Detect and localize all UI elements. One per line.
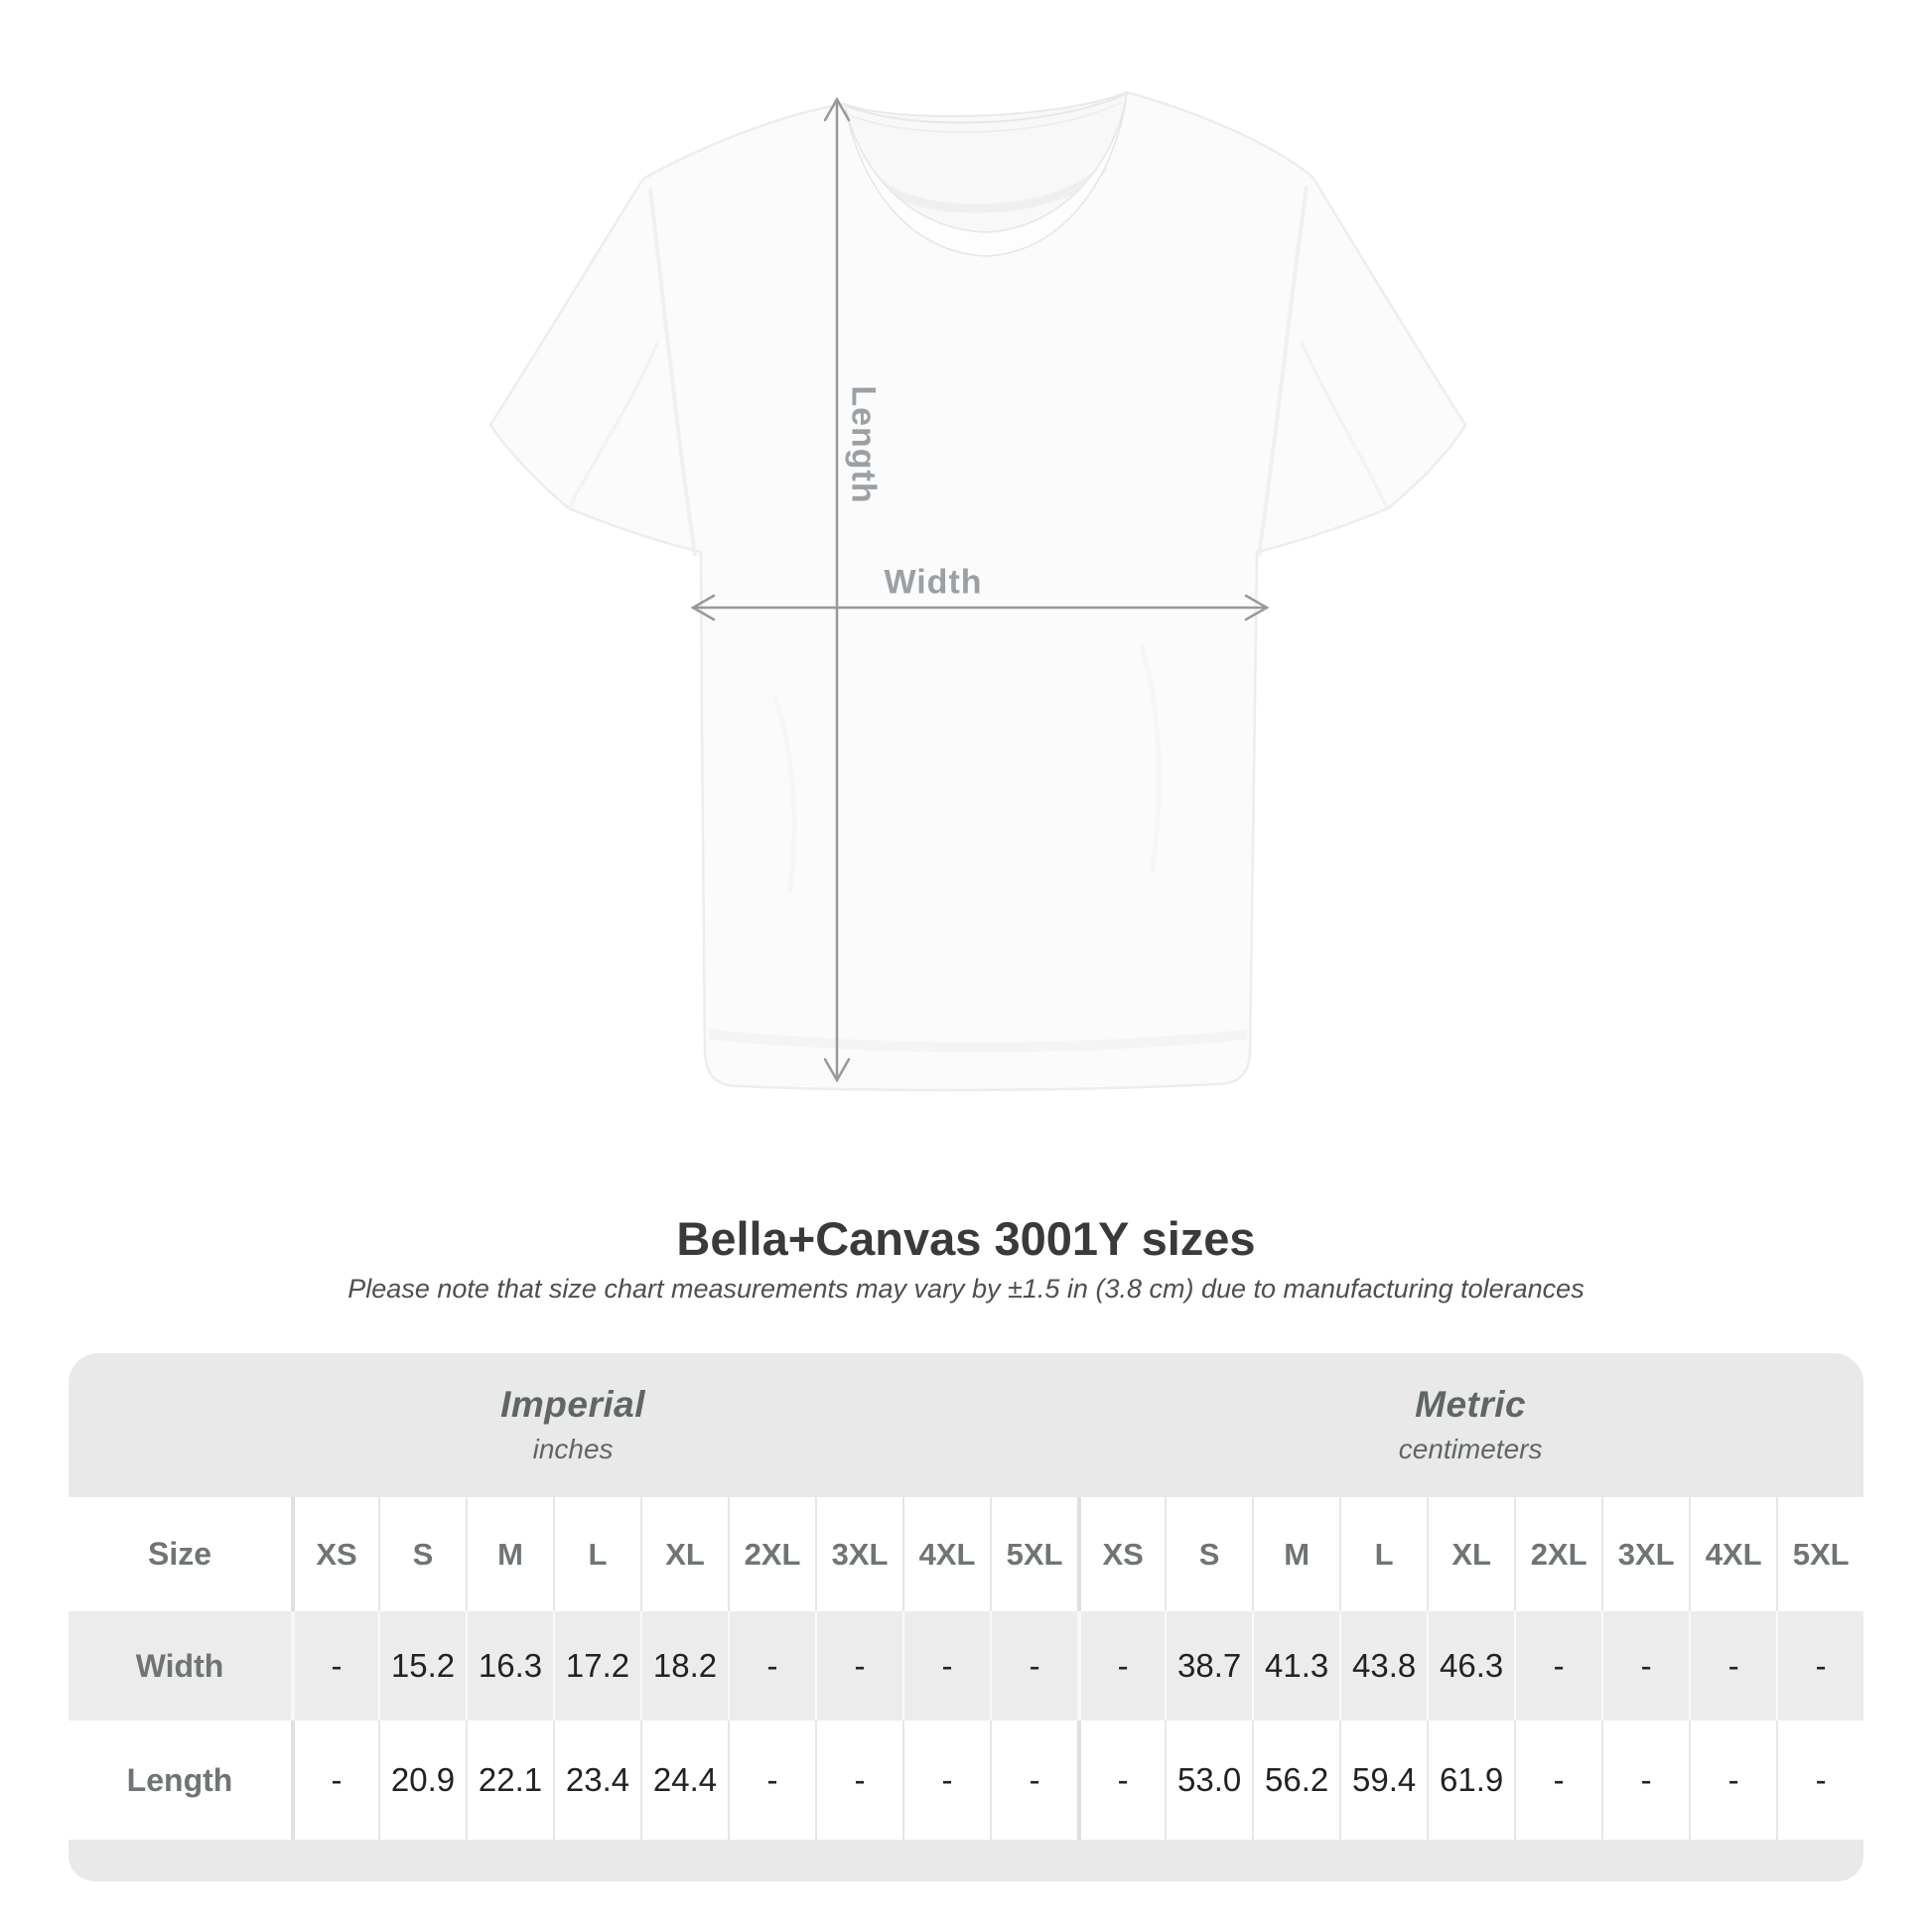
width-imperial-4xl: - bbox=[902, 1611, 990, 1721]
imperial-size-l: L bbox=[553, 1497, 640, 1611]
imperial-size-2xl: 2XL bbox=[728, 1497, 815, 1611]
width-dimension-label: Width bbox=[884, 563, 983, 602]
metric-size-m: M bbox=[1252, 1497, 1339, 1611]
length-imperial-3xl: - bbox=[815, 1721, 902, 1840]
width-row bbox=[69, 1611, 1863, 1721]
length-dimension-label: Length bbox=[844, 385, 883, 504]
length-metric-l: 59.4 bbox=[1339, 1721, 1427, 1840]
length-metric-5xl: - bbox=[1776, 1721, 1863, 1840]
width-metric-l: 43.8 bbox=[1339, 1611, 1427, 1721]
width-imperial-m: 16.3 bbox=[466, 1611, 553, 1721]
imperial-size-s: S bbox=[378, 1497, 466, 1611]
width-imperial-xl: 18.2 bbox=[640, 1611, 728, 1721]
imperial-size-4xl: 4XL bbox=[902, 1497, 990, 1611]
width-metric-xs: - bbox=[1077, 1611, 1165, 1721]
length-row-label: Length bbox=[69, 1721, 291, 1840]
length-imperial-xs: - bbox=[291, 1721, 378, 1840]
metric-size-xl: XL bbox=[1427, 1497, 1514, 1611]
table-footer-strip bbox=[69, 1840, 1863, 1881]
metric-section-unit: centimeters bbox=[1398, 1433, 1543, 1464]
imperial-size-xs: XS bbox=[291, 1497, 378, 1611]
length-imperial-s: 20.9 bbox=[378, 1721, 466, 1840]
metric-size-2xl: 2XL bbox=[1514, 1497, 1601, 1611]
width-metric-5xl: - bbox=[1776, 1611, 1863, 1721]
length-metric-m: 56.2 bbox=[1252, 1721, 1339, 1840]
metric-section-header bbox=[1077, 1353, 1863, 1497]
length-metric-xs: - bbox=[1077, 1721, 1165, 1840]
metric-size-xs: XS bbox=[1077, 1497, 1165, 1611]
width-metric-s: 38.7 bbox=[1165, 1611, 1252, 1721]
width-imperial-xs: - bbox=[291, 1611, 378, 1721]
length-imperial-2xl: - bbox=[728, 1721, 815, 1840]
imperial-size-xl: XL bbox=[640, 1497, 728, 1611]
imperial-size-m: M bbox=[466, 1497, 553, 1611]
length-imperial-5xl: - bbox=[990, 1721, 1077, 1840]
metric-size-3xl: 3XL bbox=[1601, 1497, 1689, 1611]
imperial-size-3xl: 3XL bbox=[815, 1497, 902, 1611]
length-row bbox=[69, 1721, 1863, 1840]
size-column-header: Size bbox=[147, 1536, 212, 1572]
width-imperial-l: 17.2 bbox=[553, 1611, 640, 1721]
width-metric-m: 41.3 bbox=[1252, 1611, 1339, 1721]
width-metric-4xl: - bbox=[1689, 1611, 1776, 1721]
length-imperial-m: 22.1 bbox=[466, 1721, 553, 1840]
tolerance-note: Please note that size chart measurements may vary by ±1.5 in (3.8 cm) due to manufacturing tolerances bbox=[347, 1274, 1585, 1304]
metric-size-l: L bbox=[1339, 1497, 1427, 1611]
size-table-container bbox=[69, 1353, 1863, 1881]
size-header-row bbox=[69, 1497, 1863, 1611]
unit-system-header-row bbox=[69, 1353, 1863, 1497]
width-imperial-s: 15.2 bbox=[378, 1611, 466, 1721]
width-imperial-5xl: - bbox=[990, 1611, 1077, 1721]
page-title: Bella+Canvas 3001Y sizes bbox=[676, 1212, 1256, 1265]
width-imperial-3xl: - bbox=[815, 1611, 902, 1721]
width-imperial-2xl: - bbox=[728, 1611, 815, 1721]
length-imperial-4xl: - bbox=[902, 1721, 990, 1840]
metric-section-title: Metric bbox=[1415, 1384, 1527, 1426]
table-footer-strip-cell bbox=[69, 1840, 1863, 1881]
imperial-section-title: Imperial bbox=[500, 1384, 646, 1426]
imperial-section-header bbox=[69, 1353, 1077, 1497]
length-metric-2xl: - bbox=[1514, 1721, 1601, 1840]
metric-size-4xl: 4XL bbox=[1689, 1497, 1776, 1611]
width-row-label: Width bbox=[69, 1611, 291, 1721]
length-metric-xl: 61.9 bbox=[1427, 1721, 1514, 1840]
length-metric-4xl: - bbox=[1689, 1721, 1776, 1840]
imperial-section-unit: inches bbox=[532, 1433, 614, 1464]
width-metric-2xl: - bbox=[1514, 1611, 1601, 1721]
metric-size-s: S bbox=[1165, 1497, 1252, 1611]
metric-size-5xl: 5XL bbox=[1776, 1497, 1863, 1611]
size-table bbox=[69, 1353, 1863, 1881]
length-imperial-l: 23.4 bbox=[553, 1721, 640, 1840]
width-metric-xl: 46.3 bbox=[1427, 1611, 1514, 1721]
length-imperial-xl: 24.4 bbox=[640, 1721, 728, 1840]
width-metric-3xl: - bbox=[1601, 1611, 1689, 1721]
imperial-size-5xl: 5XL bbox=[990, 1497, 1077, 1611]
length-metric-s: 53.0 bbox=[1165, 1721, 1252, 1840]
length-metric-3xl: - bbox=[1601, 1721, 1689, 1840]
